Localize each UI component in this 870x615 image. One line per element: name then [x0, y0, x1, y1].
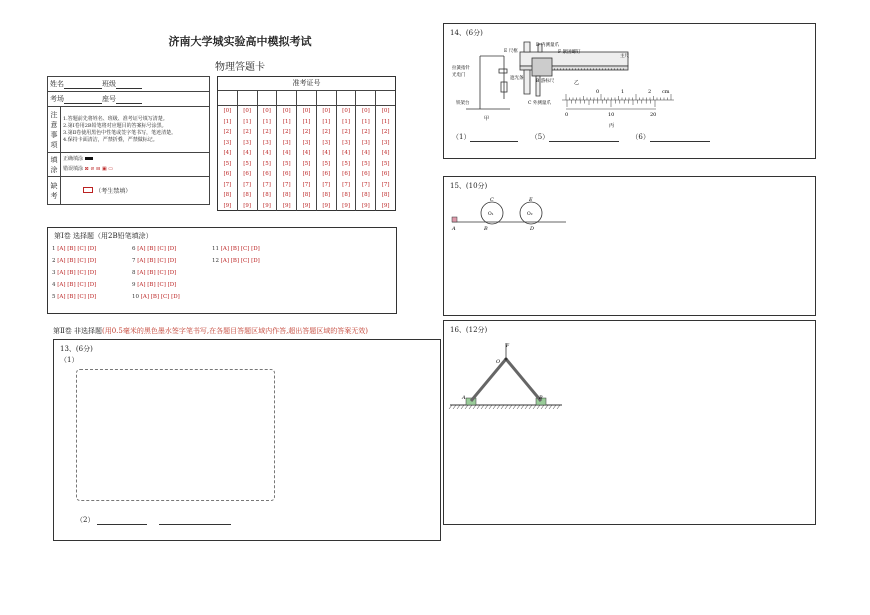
ground-hatch [545, 405, 548, 409]
screw-label: F 紧固螺钉 [558, 50, 581, 55]
exam-id-bubble[interactable]: [4] [381, 150, 390, 156]
exam-id-bubble[interactable]: [8] [263, 192, 271, 198]
exam-id-bubble[interactable]: [7] [322, 181, 331, 188]
exam-id-bubble[interactable]: [0] [302, 108, 311, 114]
exam-id-bubble[interactable]: [4] [302, 150, 311, 156]
vernier-label: B 游标尺 [536, 79, 555, 84]
seat-label: 座号 [102, 95, 116, 103]
mcq-question[interactable]: 2 [A] [B] [C] [D] [52, 258, 97, 264]
exam-id-bubble[interactable]: [2] [263, 129, 271, 135]
label-d: D [530, 226, 535, 232]
exam-id-bubble[interactable]: [4] [263, 150, 271, 156]
mcq-row[interactable] [52, 267, 396, 279]
exam-id-bubble[interactable]: [2] [243, 129, 252, 135]
exam-id-bubble[interactable]: [9] [223, 202, 232, 209]
ground-hatch [485, 405, 488, 409]
exam-id-bubble[interactable]: [7] [342, 181, 350, 188]
q15-diagram [444, 177, 815, 315]
ground-hatch [477, 405, 480, 409]
ground-hatch [453, 405, 456, 409]
q13-drawing-area[interactable] [76, 369, 275, 501]
q14-blank-2[interactable] [549, 133, 619, 142]
exam-id-bubble[interactable]: [6] [381, 171, 390, 177]
exam-id-bubble[interactable]: [7] [282, 181, 291, 188]
exam-id-bubble[interactable]: [8] [322, 192, 331, 198]
q13-box [53, 339, 441, 541]
exam-id-column[interactable] [277, 106, 297, 211]
exam-id-column[interactable] [376, 106, 395, 211]
ground-hatch [529, 405, 532, 409]
exam-id-bubble[interactable]: [0] [361, 108, 370, 114]
exam-id-column[interactable] [258, 106, 278, 211]
ground-hatch [493, 405, 496, 409]
mcq-question[interactable]: 7 [A] [B] [C] [D] [132, 258, 177, 264]
ground-hatch [553, 405, 556, 409]
exam-id-bubble[interactable]: [1] [282, 118, 291, 125]
part1-title: 第Ⅰ卷 选择题（用2B铅笔填涂） [54, 232, 153, 240]
exam-id-bubble[interactable]: [1] [263, 118, 271, 125]
label-a: A [452, 226, 456, 232]
exam-id-bubble[interactable]: [9] [381, 202, 390, 209]
exam-id-title: 准考证号 [218, 77, 395, 91]
main-scale-label: 主尺 [620, 54, 629, 59]
exam-id-bubble[interactable]: [0] [381, 108, 390, 114]
ground-hatch [549, 405, 552, 409]
ground-hatch [521, 405, 524, 409]
ground-hatch [457, 405, 460, 409]
exam-id-column[interactable] [297, 106, 317, 211]
mcq-question[interactable]: 10 [A] [B] [C] [D] [132, 294, 180, 300]
exam-id-bubble[interactable]: [8] [381, 192, 390, 198]
exam-id-bubble[interactable]: [7] [243, 181, 252, 188]
exam-id-bubble[interactable]: [7] [263, 181, 271, 188]
ground-hatch [509, 405, 512, 409]
exam-id-bubble[interactable]: [6] [282, 171, 291, 177]
exam-id-bubble[interactable]: [5] [322, 160, 331, 167]
exam-id-bubble[interactable]: [4] [282, 150, 291, 156]
exam-id-bubble[interactable]: [5] [302, 160, 311, 167]
exam-id-bubble[interactable]: [4] [342, 150, 350, 156]
exam-id-box [217, 76, 396, 211]
seat-blank[interactable] [116, 95, 142, 104]
exam-id-bubble[interactable]: [0] [243, 108, 252, 114]
label-e: E [529, 197, 533, 203]
label-o1: O₁ [488, 212, 494, 217]
exam-id-column[interactable] [238, 106, 258, 211]
q13-blank-2[interactable] [159, 516, 231, 525]
exam-id-bubble[interactable]: [9] [361, 202, 370, 209]
notes-text: 1.答题前先将姓名、班级、准考证号填写清楚。 2.第Ⅰ卷用2B铅笔将对应题目的答案标号涂黑。 3.第Ⅱ卷使用黑色中性笔或签字笔书写，笔迹清楚。 4.保持卡面清洁，严禁折叠，严禁做标记。 [61, 107, 210, 153]
q13-part1-label: （1） [60, 356, 79, 364]
ground-hatch [537, 405, 540, 409]
exam-id-bubble[interactable]: [4] [361, 150, 370, 156]
exam-id-bubble[interactable]: [6] [322, 171, 331, 177]
mcq-row[interactable] [52, 279, 396, 291]
name-label: 姓名 [50, 80, 64, 88]
exam-id-bubble[interactable]: [5] [361, 160, 370, 167]
stand-label: 铁架台 [456, 101, 470, 106]
exam-id-bubble[interactable]: [0] [322, 108, 331, 114]
yi-label: 乙 [574, 80, 580, 86]
exam-id-bubble[interactable]: [9] [322, 202, 331, 209]
exam-id-input-row[interactable] [218, 91, 395, 106]
label-o: O [496, 359, 501, 365]
exam-id-bubble[interactable]: [0] [282, 108, 291, 114]
gate-label: 遮光条 [510, 76, 524, 81]
block-a [452, 217, 457, 222]
student-info-table [47, 76, 210, 205]
exam-id-bubble[interactable]: [7] [381, 181, 390, 188]
exam-id-bubble[interactable]: [8] [282, 192, 291, 198]
exam-id-column[interactable] [317, 106, 337, 211]
exam-id-bubble[interactable]: [0] [223, 108, 232, 114]
exam-id-bubble[interactable]: [9] [302, 202, 311, 209]
exam-id-bubble[interactable]: [1] [361, 118, 370, 125]
ground-hatch [465, 405, 468, 409]
label-o2: O₂ [527, 212, 533, 217]
exam-id-bubble[interactable]: [1] [302, 118, 311, 125]
exam-id-bubble[interactable]: [3] [223, 139, 232, 146]
class-label: 班级 [102, 80, 116, 88]
exam-id-bubble[interactable]: [3] [361, 139, 370, 146]
exam-id-bubble[interactable]: [1] [322, 118, 331, 125]
exam-id-bubble[interactable]: [1] [381, 118, 390, 125]
exam-id-column[interactable] [337, 106, 357, 211]
exam-id-bubble[interactable]: [5] [381, 160, 390, 167]
name-class-row[interactable] [48, 77, 210, 92]
exam-id-bubble[interactable]: [3] [263, 139, 271, 146]
exam-id-bubble[interactable]: [4] [223, 150, 232, 156]
notes-label: 注 意 事 项 [48, 107, 61, 153]
exam-id-bubble[interactable]: [3] [381, 139, 390, 146]
exam-id-bubble[interactable]: [8] [342, 192, 350, 198]
ground-hatch [489, 405, 492, 409]
ground-hatch [469, 405, 472, 409]
page-title: 济南大学城实验高中模拟考试 [168, 35, 312, 48]
exam-id-bubble[interactable]: [7] [302, 181, 311, 188]
exam-id-bubble[interactable]: [0] [263, 108, 271, 114]
q16-box [443, 320, 816, 525]
label-a: A [462, 395, 466, 401]
mcq-grid[interactable] [52, 243, 396, 303]
exam-id-bubble[interactable]: [4] [322, 150, 331, 156]
class-blank[interactable] [116, 80, 142, 89]
scale-1: 1 [621, 89, 625, 95]
exam-id-bubble[interactable]: [6] [302, 171, 311, 177]
exam-id-bubble[interactable]: [6] [342, 171, 350, 177]
ground-hatch [541, 405, 544, 409]
mcq-question[interactable]: 12 [A] [B] [C] [D] [212, 258, 260, 264]
exam-id-bubble[interactable]: [5] [263, 160, 271, 167]
mcq-row[interactable] [52, 291, 396, 303]
mcq-row[interactable] [52, 255, 396, 267]
exam-id-bubble[interactable]: [6] [223, 171, 232, 177]
label-b: B [484, 226, 488, 232]
exam-id-bubble[interactable]: [9] [263, 202, 271, 209]
left2-label: 光电门 [452, 73, 466, 78]
exam-id-bubble[interactable]: [7] [361, 181, 370, 188]
absent-cell: （考生禁填） [61, 177, 210, 205]
exam-id-bubble[interactable]: [9] [243, 202, 252, 209]
label-f: F [506, 344, 510, 349]
exam-id-bubble-grid[interactable] [218, 106, 395, 211]
mcq-question[interactable]: 4 [A] [B] [C] [D] [52, 282, 97, 288]
exam-id-bubble[interactable]: [5] [243, 160, 252, 167]
part1-box [47, 227, 397, 314]
exam-id-bubble[interactable]: [8] [302, 192, 311, 198]
ground-hatch [505, 405, 508, 409]
mcq-question[interactable]: 1 [A] [B] [C] [D] [52, 246, 97, 252]
absent-label: 缺 考 [48, 177, 61, 205]
absent-box[interactable] [83, 187, 93, 193]
fill-label: 填 涂 [48, 153, 61, 177]
exam-id-bubble[interactable]: [7] [223, 181, 232, 188]
mcq-question[interactable]: 9 [A] [B] [C] [D] [132, 282, 177, 288]
ground-hatch [525, 405, 528, 409]
ground-hatch [517, 405, 520, 409]
ground-hatch [533, 405, 536, 409]
q16-diagram [444, 321, 815, 524]
correct-fill-mark [85, 157, 93, 160]
exam-id-bubble[interactable]: [3] [322, 139, 331, 146]
exam-id-bubble[interactable]: [2] [302, 129, 311, 135]
exam-id-bubble[interactable]: [2] [381, 129, 390, 135]
vern-0: 0 [565, 112, 569, 118]
q14-box [443, 23, 816, 159]
q14-blank-3[interactable] [650, 133, 710, 142]
vern-20: 20 [650, 112, 657, 118]
vern-10: 10 [608, 112, 615, 118]
ground-hatch [497, 405, 500, 409]
q13-blank-1[interactable] [97, 516, 147, 525]
exam-id-bubble[interactable]: [1] [342, 118, 350, 125]
outer-jaw-label: C 外测量爪 [528, 101, 551, 106]
ground-hatch [513, 405, 516, 409]
mcq-question[interactable]: 8 [A] [B] [C] [D] [132, 270, 177, 276]
exam-id-column[interactable] [356, 106, 376, 211]
q13-part2: （2） [76, 515, 231, 525]
exam-id-bubble[interactable]: [2] [361, 129, 370, 135]
room-label: 考场 [50, 95, 64, 103]
mcq-question[interactable]: 5 [A] [B] [C] [D] [52, 294, 97, 300]
mcq-question[interactable]: 3 [A] [B] [C] [D] [52, 270, 97, 276]
left1-label: 拉簧指针 [452, 66, 470, 71]
ground-hatch [461, 405, 464, 409]
exam-id-bubble[interactable]: [5] [282, 160, 291, 167]
q14-blank-1[interactable] [470, 133, 518, 142]
exam-id-column[interactable] [218, 106, 238, 211]
exam-id-bubble[interactable]: [6] [243, 171, 252, 177]
fill-examples: 正确填涂 错误填涂 ⊠ ⊘ ⊟ ▣ ▭ [61, 153, 210, 177]
part2-title: 第Ⅱ卷 非选择题(用0.5毫米的黑色墨水签字笔书写,在各题目答题区域内作答,超出答题区域的答案无效) [53, 327, 369, 335]
q13-title: 13、(6分) [60, 345, 93, 353]
exam-id-bubble[interactable]: [9] [342, 202, 350, 209]
room-seat-row[interactable] [48, 92, 210, 107]
ground-hatch [557, 405, 560, 409]
room-blank[interactable] [64, 95, 102, 104]
label-b: B [539, 395, 543, 401]
inner-jaw-label: D 内测量爪 [536, 43, 560, 48]
bing-label: 丙 [609, 123, 615, 129]
mcq-question[interactable]: 11 [A] [B] [C] [D] [212, 246, 260, 252]
exam-id-bubble[interactable]: [2] [282, 129, 291, 135]
exam-id-bubble[interactable]: [2] [342, 129, 350, 135]
exam-id-bubble[interactable]: [9] [282, 202, 291, 209]
stand-diagram [466, 56, 510, 109]
exam-id-bubble[interactable]: [1] [243, 118, 252, 125]
exam-id-bubble[interactable]: [3] [342, 139, 350, 146]
exam-id-bubble[interactable]: [1] [223, 118, 232, 125]
exam-id-bubble[interactable]: [4] [243, 150, 252, 156]
label-c: C [490, 197, 494, 203]
page-subtitle: 物理答题卡 [215, 62, 265, 73]
exam-id-bubble[interactable]: [8] [223, 192, 232, 198]
e-label: E 尺框 [504, 49, 518, 54]
exam-id-bubble[interactable]: [5] [342, 160, 350, 167]
q14-answers: （1） （5） （6） [452, 132, 710, 142]
exam-id-bubble[interactable]: [8] [361, 192, 370, 198]
exam-id-bubble[interactable]: [6] [361, 171, 370, 177]
exam-id-bubble[interactable]: [8] [243, 192, 252, 198]
exam-id-bubble[interactable]: [0] [342, 108, 350, 114]
scale-0: 0 [596, 89, 600, 95]
exam-id-bubble[interactable]: [3] [282, 139, 291, 146]
exam-id-bubble[interactable]: [2] [223, 129, 232, 135]
exam-id-bubble[interactable]: [3] [302, 139, 311, 146]
q15-title: 15、(10分) [450, 182, 488, 190]
exam-id-bubble[interactable]: [3] [243, 139, 252, 146]
exam-id-bubble[interactable]: [6] [263, 171, 271, 177]
name-blank[interactable] [64, 80, 102, 89]
q14-title: 14、(6分) [450, 29, 483, 37]
scale-diagram [562, 100, 674, 109]
scale-2: 2 [648, 89, 652, 95]
ground-hatch [481, 405, 484, 409]
exam-id-bubble[interactable]: [5] [223, 160, 232, 167]
ground-hatch [473, 405, 476, 409]
q15-box [443, 176, 816, 316]
ground-hatch [449, 405, 452, 409]
ground-hatch [501, 405, 504, 409]
mcq-question[interactable]: 6 [A] [B] [C] [D] [132, 246, 177, 252]
scale-unit: cm [662, 89, 670, 95]
mcq-row[interactable] [52, 243, 396, 255]
jia-label: 甲 [484, 116, 490, 122]
exam-id-bubble[interactable]: [2] [322, 129, 331, 135]
q16-title: 16、(12分) [450, 326, 488, 334]
